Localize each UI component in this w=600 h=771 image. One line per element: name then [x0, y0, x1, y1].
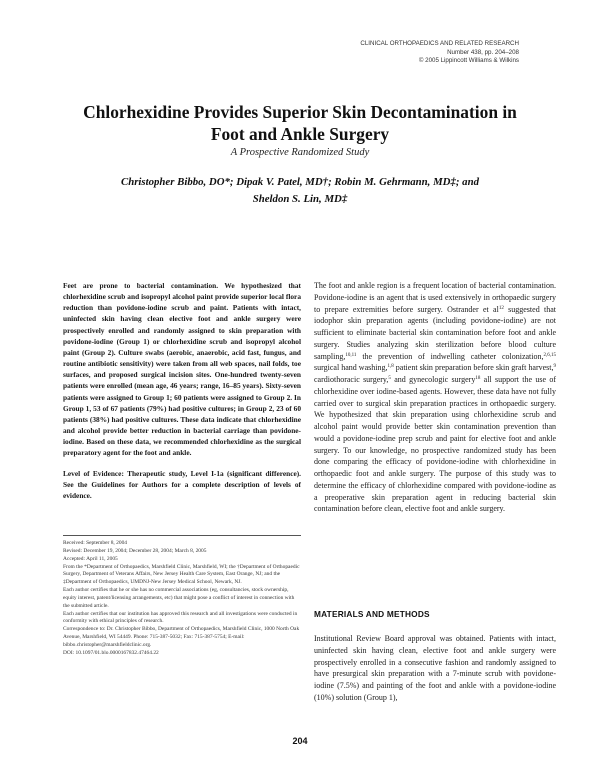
- reference-12: 12: [498, 305, 504, 311]
- author-list: [110, 174, 490, 208]
- doi: DOI: 10.1097/01.blo.0000167832.47464.22: [63, 649, 159, 656]
- intro-text-7: and gynecologic surgery: [390, 375, 476, 384]
- article-title-line-1: Chlorhexidine Provides Superior Skin Decontamination in: [83, 102, 517, 122]
- methods-section: [314, 633, 556, 704]
- affiliation-note: From the *Department of Orthopaedics, Marshfield Clinic, Marshfield, WI; the †Department of Orthopaedic Surgery, Department of Veterans Affairs, New Jersey Health Care System, East Orange, NJ; and the ‡Department of Orthopaedics, UMDNJ-New Jersey Medical School, Newark, NJ.: [63, 563, 300, 586]
- article-title-line-2: Foot and Ankle Surgery: [210, 124, 390, 144]
- intro-text-1: The foot and ankle region is a frequent location of bacterial contamination. Povidone-iodine is an agent that is used extensively in orthopaedic surgery to prepare extremities before surgery. Ostrander et al: [314, 281, 556, 314]
- intro-text-2: suggested that iodophor skin preparation agents (including povidone-iodine) are not sufficient to eliminate bacterial skin contamination before foot and ankle surgery. Studies analyzing skin sterilization before blood culture sampling,: [314, 304, 557, 361]
- conflict-disclosure: Each author certifies that he or she has no commercial associations (eg, consultancies, stock ownership, equity interest, patent/licensing arrangements, etc) that might pose a conflict of interest in connection with the submitted article.: [63, 587, 295, 609]
- article-title: [60, 101, 540, 145]
- reference-10-11: 10,11: [345, 352, 357, 358]
- journal-header: [279, 40, 519, 66]
- abstract: [63, 280, 301, 501]
- accepted-date: Accepted: April 11, 2005: [63, 555, 118, 562]
- section-heading-methods: MATERIALS AND METHODS: [314, 609, 430, 619]
- journal-copyright: © 2005 Lippincott Williams & Wilkins: [418, 57, 519, 65]
- level-of-evidence: Level of Evidence: Therapeutic study, Level I-1a (significant difference). See the Guidelines for Authors for a complete description of levels of evidence.: [63, 468, 301, 500]
- introduction: [314, 280, 556, 515]
- methods-paragraph: Institutional Review Board approval was obtained. Patients with intact, uninfected skin having clean, elective foot and ankle surgery were prospectively enrolled in a consecutive fashion and randomly assigned to have presurgical skin preparation with a 7-minute scrub with povidone-iodine (7.5%) and painting of the foot and ankle with a povidone-iodine (10%) solution (Group 1),: [314, 634, 556, 702]
- intro-text-5: patient skin preparation before skin graft harvest,: [393, 363, 554, 373]
- reference-5: 5: [388, 376, 391, 381]
- correspondence-note: Correspondence to: Dr. Christopher Bibbo, Department of Orthopaedics, Marshfield Clinic, 1000 North Oak Avenue, Marshfield, WI 54449. Phone: 715-387-5032; Fax: 715-387-5754; E-mail: bibbo.christopher@marshfieldclinic.org.: [63, 626, 300, 648]
- journal-name: CLINICAL ORTHOPAEDICS AND RELATED RESEARCH: [360, 40, 519, 47]
- received-date: Received: September 8, 2004: [63, 540, 128, 546]
- reference-1-8: 1,8: [387, 364, 394, 370]
- reference-9: 9: [553, 364, 557, 370]
- footnote-divider: [63, 535, 301, 536]
- ethics-disclosure: Each author certifies that our institution has approved this research and all investigations were conducted in conformity with ethical principles of research.: [63, 610, 298, 625]
- author-line-2: Sheldon S. Lin, MD‡: [252, 193, 348, 205]
- reference-18: 18: [475, 376, 481, 381]
- introduction-paragraph: [314, 280, 556, 515]
- intro-text-4: surgical hand washing,: [314, 363, 388, 373]
- journal-issue: Number 438, pp. 204–208: [447, 48, 519, 56]
- page-number: 204: [292, 736, 308, 746]
- intro-text-8: all support the use of chlorhexidine over iodine-based agents. However, these data have not fully carried over to surgical skin preparation practices in orthopaedic surgery. We hypothesized that skin preparation using chlorhexidine scrub and alcohol paint would provide better skin contamination prevention than would a povidone-iodine prep scrub and paint for elective foot and ankle surgery. To our knowledge, no prospective randomized study has been done comparing the efficacy of povidone-iodine with chlorhexidine in orthopaedic foot and ankle surgery. The purpose of this study was to determine the efficacy of chlorhexidine compared with povidone-iodine as a preoperative skin preparation agent in reducing bacterial skin contamination before clean, elective foot and ankle surgery.: [314, 375, 556, 514]
- article-notes: [63, 540, 301, 658]
- revised-date: Revised: December 19, 2004; December 28, 2004; March 8, 2005: [63, 547, 207, 554]
- article-subtitle: A Prospective Randomized Study: [230, 147, 370, 158]
- reference-2-6-15: 2,6,15: [543, 352, 556, 358]
- intro-text-3: the prevention of indwelling catheter colonization,: [356, 351, 544, 361]
- intro-text-6: cardiothoracic surgery,: [314, 375, 389, 384]
- author-line-1: Christopher Bibbo, DO*; Dipak V. Patel, MD†; Robin M. Gehrmann, MD‡; and: [121, 176, 479, 188]
- abstract-main: Feet are prone to bacterial contamination. We hypothesized that chlorhexidine scrub and isopropyl alcohol paint provide superior local flora reduction than povidone-iodine scrub and paint. Patients with intact, uninfected skin having clean elective foot and ankle surgery were prospectively enrolled and randomly assigned to skin preparation with povidone-iodine (Group 1) or chlorhexidine scrub and isopropyl alcohol paint (Group 2). Culture swabs (aerobic, anaerobic, acid fast, fungus, and routine antibiotic sensitivity) were taken from all web spaces, nail folds, toe surfaces, and proposed surgical incision sites. One-hundred twenty-seven patients were enrolled (mean age, 46 years; range, 16–85 years). Sixty-seven patients were assigned to Group 1; 60 patients were assigned to Group 2. In Group 1, 53 of 67 patients (79%) had positive cultures; in Group 2, 23 of 60 patients (38%) had positive cultures. These data indicate that chlorhexidine and alcohol provide better reduction in bacterial carriage than povidone-iodine. Based on these data, we recommended chlorhexidine as the surgical preparatory agent for the foot and ankle.: [63, 281, 301, 458]
